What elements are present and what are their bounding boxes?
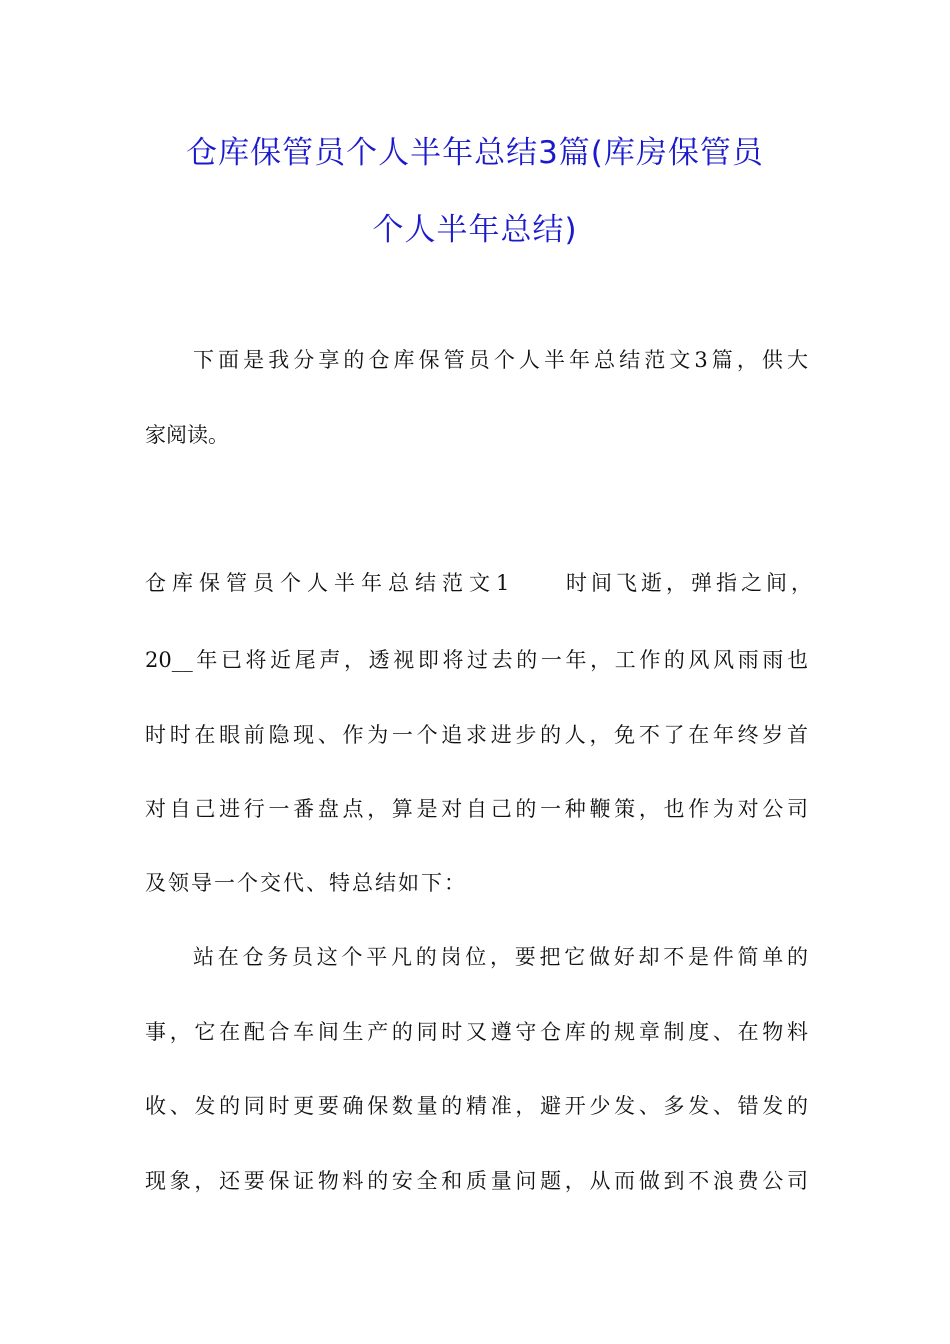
section-heading: 仓库保管员个人半年总结范文1 [145,571,516,595]
section-1-line-1: 时间飞逝，弹指之间， [566,571,816,595]
paragraph-2-line-2: 事，它在配合车间生产的同时又遵守仓库的规章制度、在物料 [145,1020,808,1044]
paragraph-2-line-3: 收、发的同时更要确保数量的精准，避开少发、多发、错发的 [145,1094,808,1118]
intro-paragraph-line-2: 家阅读。 [145,423,229,447]
document-title-line-2: 个人半年总结) [372,212,578,248]
section-1-line-5: 及领导一个交代、特总结如下： [145,871,467,895]
intro-paragraph-line-1: 下面是我分享的仓库保管员个人半年总结范文3篇，供大 [193,348,808,372]
paragraph-2-line-4: 现象，还要保证物料的安全和质量问题，从而做到不浪费公司 [145,1169,808,1193]
document-title-line-1: 仓库保管员个人半年总结3篇(库房保管员 [186,135,764,171]
paragraph-2-line-1: 站在仓务员这个平凡的岗位，要把它做好却不是件简单的 [193,945,808,969]
section-1-line-2: 20__年已将近尾声，透视即将过去的一年，工作的风风雨雨也 [145,648,808,672]
section-1-line-3: 时时在眼前隐现、作为一个追求进步的人，免不了在年终岁首 [145,723,808,747]
section-1-line-4: 对自己进行一番盘点，算是对自己的一种鞭策，也作为对公司 [145,797,808,821]
